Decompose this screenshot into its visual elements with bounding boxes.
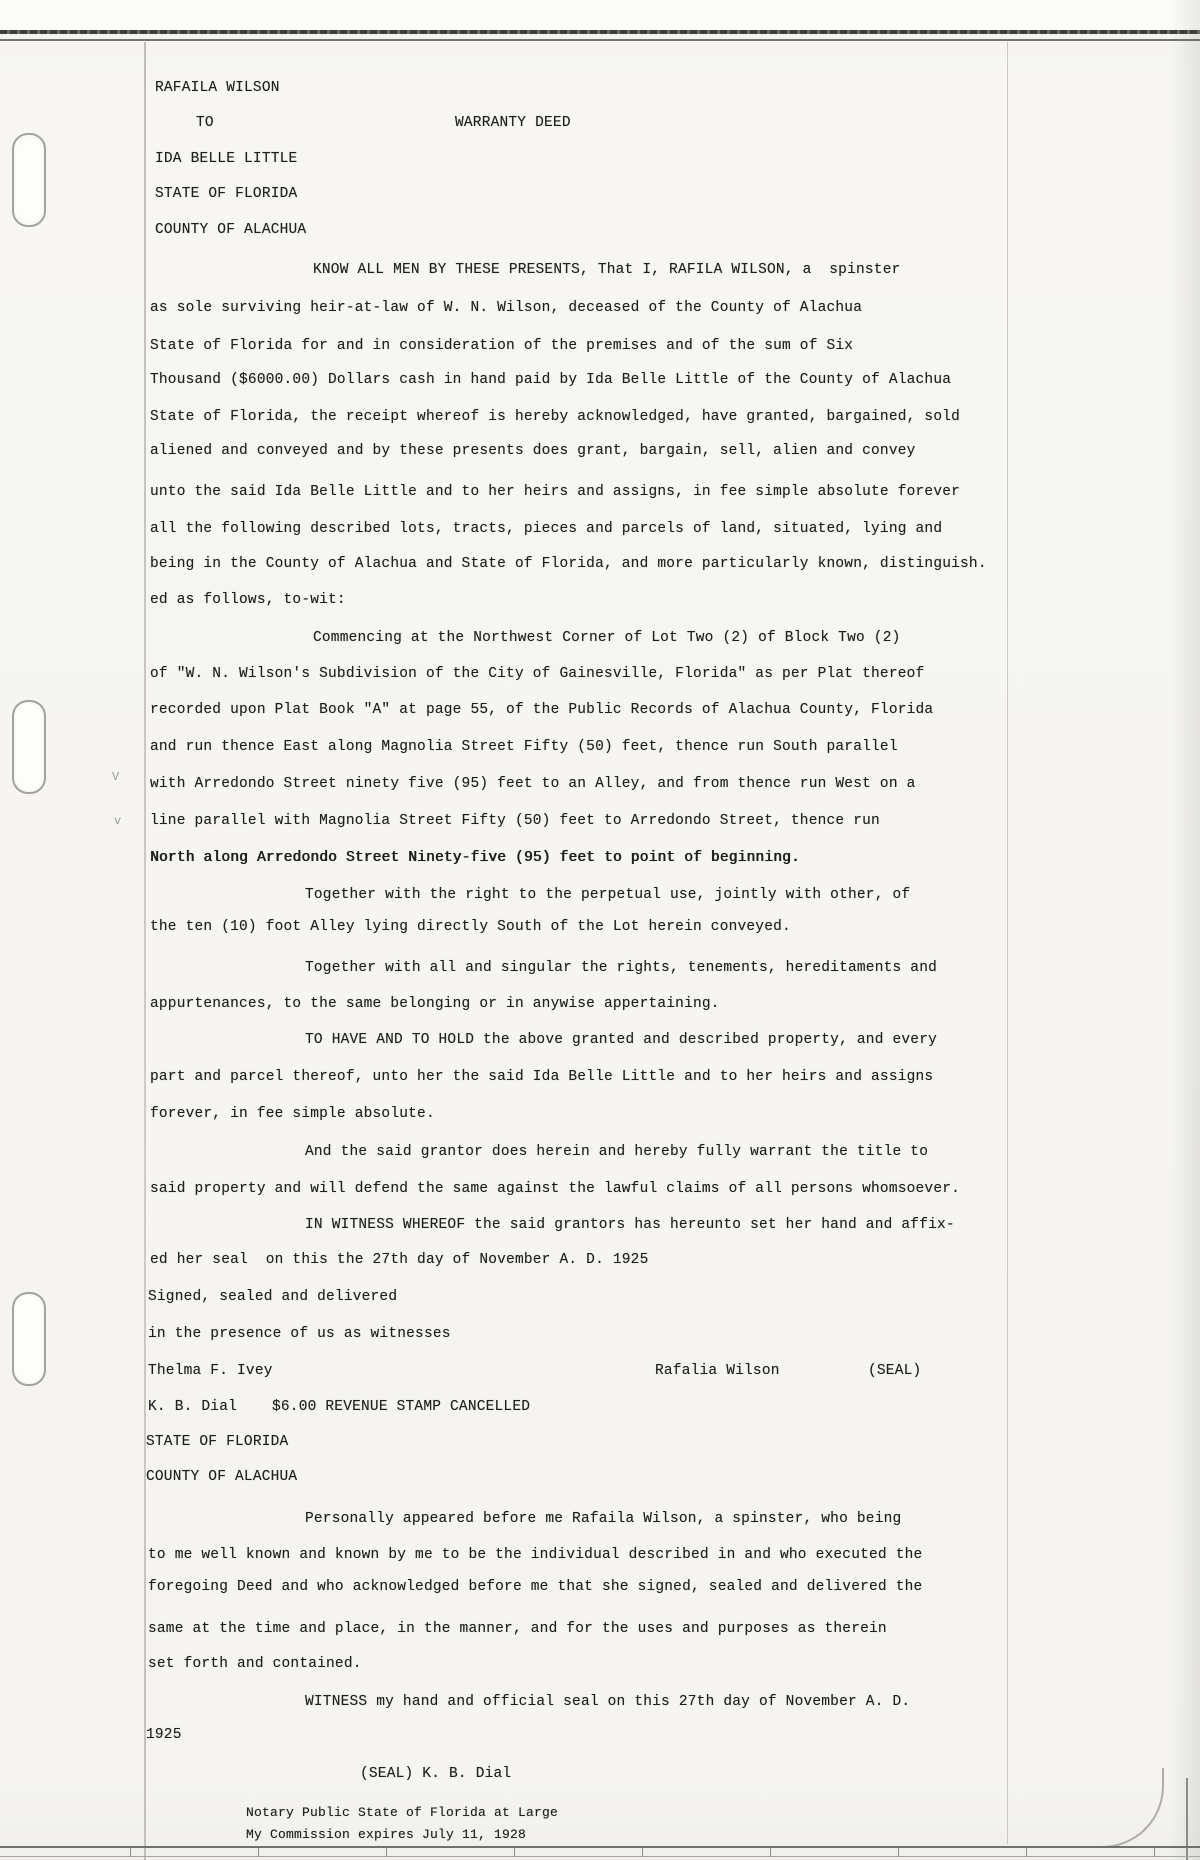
ruler-tick	[770, 1848, 771, 1857]
notary-seal-signature: (SEAL) K. B. Dial	[360, 1766, 512, 1782]
document-line: WITNESS my hand and official seal on this 27th day of November A. D.	[305, 1694, 911, 1710]
witness-1-name: Thelma F. Ivey	[148, 1363, 273, 1379]
document-line: KNOW ALL MEN BY THESE PRESENTS, That I, RAFILA WILSON, a spinster	[313, 262, 901, 278]
ruler-tick	[130, 1848, 131, 1857]
grantor-signature: Rafalia Wilson	[655, 1363, 780, 1379]
document-line: Signed, sealed and delivered	[148, 1289, 398, 1305]
page-top-margin	[0, 0, 1200, 30]
binder-punch-hole	[12, 700, 46, 794]
document-line: 1925	[146, 1727, 182, 1743]
county-caption: COUNTY OF ALACHUA	[155, 222, 307, 238]
notary-title: Notary Public State of Florida at Large	[246, 1805, 559, 1820]
document-line: North along Arredondo Street Ninety-five (95) feet to point of beginning.	[150, 850, 800, 866]
ruler-tick	[258, 1848, 259, 1857]
deed-title: WARRANTY DEED	[455, 115, 571, 131]
ruler-tick	[1154, 1848, 1155, 1857]
document-line: and run thence East along Magnolia Street Fifty (50) feet, thence run South parallel	[150, 739, 898, 755]
document-line: line parallel with Magnolia Street Fifty (50) feet to Arredondo Street, thence run	[150, 813, 880, 829]
ruler-tick	[386, 1848, 387, 1857]
ledger-top-rule	[0, 30, 1200, 34]
document-line: part and parcel thereof, unto her the said Ida Belle Little and to her heirs and assigns	[150, 1069, 934, 1085]
grantee-name: IDA BELLE LITTLE	[155, 151, 298, 167]
document-line: set forth and contained.	[148, 1656, 362, 1672]
document-line: unto the said Ida Belle Little and to her heirs and assigns, in fee simple absolute forever	[150, 484, 961, 500]
document-line: Commencing at the Northwest Corner of Lot Two (2) of Block Two (2)	[313, 630, 901, 646]
document-line: as sole surviving heir-at-law of W. N. Wilson, deceased of the County of Alachua	[150, 300, 863, 316]
ruler-tick	[1026, 1848, 1027, 1857]
document-line: Thousand ($6000.00) Dollars cash in hand paid by Ida Belle Little of the County of Alachua	[150, 372, 952, 388]
document-line: in the presence of us as witnesses	[148, 1326, 451, 1342]
ledger-bottom-rule	[0, 1846, 1200, 1848]
document-line: of "W. N. Wilson's Subdivision of the City of Gainesville, Florida" as per Plat thereof	[150, 666, 925, 682]
document-line: with Arredondo Street ninety five (95) feet to an Alley, and from thence run West on a	[150, 776, 916, 792]
document-line: recorded upon Plat Book "A" at page 55, of the Public Records of Alachua County, Florida	[150, 702, 934, 718]
seal-label: (SEAL)	[868, 1363, 922, 1379]
ledger-top-rule-secondary	[0, 39, 1200, 41]
document-line: aliened and conveyed and by these presents does grant, bargain, sell, alien and convey	[150, 443, 916, 459]
document-line: to me well known and known by me to be the individual described in and who executed the	[148, 1547, 923, 1563]
grantor-name: RAFAILA WILSON	[155, 80, 280, 96]
document-line: Personally appeared before me Rafaila Wilson, a spinster, who being	[305, 1511, 902, 1527]
document-line: all the following described lots, tracts, pieces and parcels of land, situated, lying and	[150, 521, 943, 537]
document-line: State of Florida, the receipt whereof is hereby acknowledged, have granted, bargained, sold	[150, 409, 961, 425]
document-line: Together with the right to the perpetual use, jointly with other, of	[305, 887, 911, 903]
ledger-bottom-rule-secondary	[0, 1856, 1200, 1857]
document-line: being in the County of Alachua and State of Florida, and more particularly known, distinguish.	[150, 556, 987, 572]
margin-mark: v	[114, 814, 122, 828]
page-fold-line	[1007, 42, 1008, 1844]
page-corner-curl	[1090, 1768, 1164, 1848]
document-line: ed her seal on this the 27th day of November A. D. 1925	[150, 1252, 649, 1268]
ruler-tick	[898, 1848, 899, 1857]
binder-punch-hole	[12, 133, 46, 227]
document-line: same at the time and place, in the manner, and for the uses and purposes as therein	[148, 1621, 887, 1637]
witness-2-name: K. B. Dial	[148, 1399, 238, 1415]
document-line: And the said grantor does herein and hereby fully warrant the title to	[305, 1144, 929, 1160]
document-line: ed as follows, to-wit:	[150, 592, 346, 608]
document-line: IN WITNESS WHEREOF the said grantors has hereunto set her hand and affix-	[305, 1217, 955, 1233]
ruler-tick	[642, 1848, 643, 1857]
ruler-tick	[514, 1848, 515, 1857]
document-line: State of Florida for and in consideration of the premises and of the sum of Six	[150, 338, 854, 354]
document-line: appurtenances, to the same belonging or in anywise appertaining.	[150, 996, 720, 1012]
document-line: COUNTY OF ALACHUA	[146, 1469, 298, 1485]
document-line: said property and will defend the same against the lawful claims of all persons whomsoever.	[150, 1181, 961, 1197]
right-edge-shadow	[1170, 0, 1200, 1860]
revenue-stamp-note: $6.00 REVENUE STAMP CANCELLED	[272, 1399, 531, 1415]
document-line: Together with all and singular the rights, tenements, hereditaments and	[305, 960, 938, 976]
binder-punch-hole	[12, 1292, 46, 1386]
notary-commission: My Commission expires July 11, 1928	[246, 1827, 527, 1842]
left-margin-rule	[144, 42, 146, 1860]
document-line: forever, in fee simple absolute.	[150, 1106, 435, 1122]
document-line: the ten (10) foot Alley lying directly South of the Lot herein conveyed.	[150, 919, 791, 935]
document-line: STATE OF FLORIDA	[146, 1434, 289, 1450]
document-line: foregoing Deed and who acknowledged before me that she signed, sealed and delivered the	[148, 1579, 923, 1595]
state-caption: STATE OF FLORIDA	[155, 186, 298, 202]
margin-mark: V	[112, 770, 120, 784]
party-to: TO	[196, 115, 214, 131]
document-line: TO HAVE AND TO HOLD the above granted and described property, and every	[305, 1032, 938, 1048]
